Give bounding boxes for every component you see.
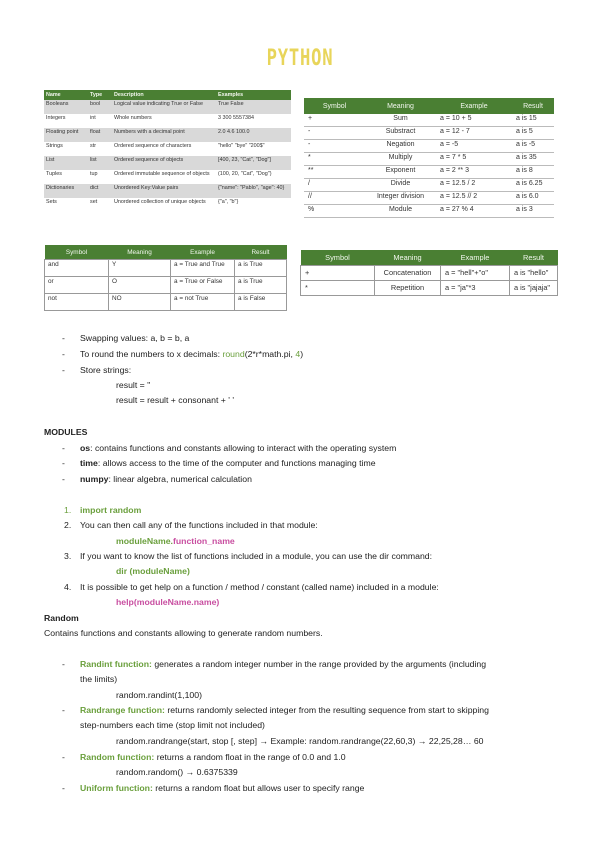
column-header: Symbol <box>304 98 365 114</box>
table-cell: and <box>45 260 109 277</box>
table-header-row <box>44 90 291 100</box>
table-cell: Unordered Key:Value pairs <box>112 184 216 198</box>
boolean-operators-table <box>44 245 287 311</box>
table-cell: True False <box>216 100 291 114</box>
table-cell: a is 15 <box>512 114 554 127</box>
uniform-item <box>80 783 364 794</box>
table-cell: Concatenation <box>375 266 441 281</box>
arithmetic-operators-table <box>304 98 554 218</box>
function-description: generates a random integer number in the range provided by the arguments (including <box>151 659 487 669</box>
table-cell: / <box>304 179 365 192</box>
table-cell: + <box>304 114 365 127</box>
random-heading: Random <box>44 613 79 623</box>
table-cell: Booleans <box>44 100 88 114</box>
table-cell: [400, 23, "Cat", "Dog"] <box>216 156 291 170</box>
table-row <box>45 294 287 311</box>
column-header: Examples <box>216 90 291 100</box>
round-args-close: ) <box>300 349 304 359</box>
table-cell: // <box>304 192 365 205</box>
function-name: Randrange function: <box>80 705 165 715</box>
string-operators-table <box>300 250 558 296</box>
table-cell: Ordered immutable sequence of objects <box>112 170 216 184</box>
function-name: Random function: <box>80 752 155 762</box>
table-cell: Ordered sequence of objects <box>112 156 216 170</box>
table-cell: * <box>301 281 375 296</box>
function-code: random.randint(1,100) <box>116 690 202 700</box>
table-row <box>301 266 558 281</box>
table-cell: a = -5 <box>436 140 512 153</box>
table-row <box>304 114 554 127</box>
tip-swap: - Swapping values: a, b = b, a <box>80 333 189 344</box>
table-cell: a = 12.5 // 2 <box>436 192 512 205</box>
table-row <box>304 179 554 192</box>
tip-round-text: To round the numbers to x decimals: <box>80 349 223 359</box>
table-cell: O <box>109 277 171 294</box>
table-cell: Exponent <box>365 166 436 179</box>
table-cell: a = not True <box>171 294 235 311</box>
store-code-line: result = '' <box>116 380 151 390</box>
table-row <box>44 100 291 114</box>
table-row <box>45 277 287 294</box>
table-row <box>44 114 291 128</box>
table-row <box>44 198 291 212</box>
table-cell: Strings <box>44 142 88 156</box>
table-cell: + <box>301 266 375 281</box>
table-row <box>304 205 554 218</box>
table-cell: a is 8 <box>512 166 554 179</box>
round-function: round <box>222 349 245 359</box>
table-cell: 2.0 4.6 100.0 <box>216 128 291 142</box>
function-code: random.randrange(start, stop [, step] → Example: random.randrange(22,60,3) → 22,25,28… 60 <box>116 736 484 746</box>
column-header: Symbol <box>301 250 375 266</box>
table-cell: Y <box>109 260 171 277</box>
table-cell: "hello" "bye" "200$" <box>216 142 291 156</box>
table-cell: {"name": "Pablo", "age": 40} <box>216 184 291 198</box>
round-digits: 4 <box>295 349 301 359</box>
column-header: Meaning <box>365 98 436 114</box>
column-header: Example <box>441 250 510 266</box>
table-cell: Whole numbers <box>112 114 216 128</box>
step-code <box>116 536 235 547</box>
table-cell: a is 6.25 <box>512 179 554 192</box>
table-cell: * <box>304 153 365 166</box>
table-row <box>304 153 554 166</box>
table-row <box>304 166 554 179</box>
table-row <box>44 128 291 142</box>
table-cell: or <box>45 277 109 294</box>
table-cell: a = "hell"+"o" <box>441 266 510 281</box>
module-item <box>80 443 396 454</box>
column-header: Result <box>510 250 558 266</box>
table-row <box>44 142 291 156</box>
column-header: Symbol <box>45 245 109 260</box>
column-header: Name <box>44 90 88 100</box>
table-cell: Floating point <box>44 128 88 142</box>
function-description: returns randomly selected integer from the resulting sequence from start to skipping <box>164 705 489 715</box>
table-row <box>45 260 287 277</box>
step-text: It is possible to get help on a function / method / constant (called name) included in a module: <box>80 582 439 592</box>
table-row <box>44 156 291 170</box>
modules-heading: MODULES <box>44 427 88 437</box>
column-header: Meaning <box>375 250 441 266</box>
column-header: Example <box>171 245 235 260</box>
step-number: 2. <box>64 520 72 530</box>
module-name: numpy <box>80 474 109 484</box>
random-function-item <box>80 752 346 763</box>
table-cell: int <box>88 114 112 128</box>
step-text: If you want to know the list of functions included in a module, you can use the dir command: <box>80 551 433 561</box>
step-code: help(moduleName.name) <box>116 597 220 607</box>
column-header: Description <box>112 90 216 100</box>
table-cell: a = True or False <box>171 277 235 294</box>
table-cell: a is "jajaja" <box>510 281 558 296</box>
tip-round <box>80 349 303 360</box>
column-header: Meaning <box>109 245 171 260</box>
table-header-row <box>301 250 558 266</box>
module-item <box>80 474 252 485</box>
table-cell: a is 3 <box>512 205 554 218</box>
table-cell: a = 12 - 7 <box>436 127 512 140</box>
randrange-item <box>80 705 489 716</box>
table-cell: Unordered collection of unique objects <box>112 198 216 212</box>
module-name: time <box>80 458 98 468</box>
step-number: 4. <box>64 582 72 592</box>
table-row <box>301 281 558 296</box>
tip-store: - Store strings: <box>80 365 131 376</box>
table-cell: Repetition <box>375 281 441 296</box>
column-header: Result <box>235 245 287 260</box>
table-header-row <box>45 245 287 260</box>
table-cell: not <box>45 294 109 311</box>
page-title: PYTHON <box>266 46 334 71</box>
table-cell: tup <box>88 170 112 184</box>
table-cell: bool <box>88 100 112 114</box>
table-cell: a = 12.5 / 2 <box>436 179 512 192</box>
table-cell: a = 2 ** 3 <box>436 166 512 179</box>
table-cell: - <box>304 140 365 153</box>
table-row <box>44 184 291 198</box>
table-cell: (100, 20, "Cat", "Dog") <box>216 170 291 184</box>
table-cell: list <box>88 156 112 170</box>
table-cell: a = "ja"*3 <box>441 281 510 296</box>
random-intro: Contains functions and constants allowing to generate random numbers. <box>44 628 323 638</box>
function-description: the limits) <box>80 674 118 684</box>
table-cell: Multiply <box>365 153 436 166</box>
table-cell: Numbers with a decimal point <box>112 128 216 142</box>
table-cell: a is -5 <box>512 140 554 153</box>
module-description: : allows access to the time of the computer and functions managing time <box>97 458 376 468</box>
table-header-row <box>304 98 554 114</box>
function-name: Uniform function: <box>80 783 153 793</box>
column-header: Type <box>88 90 112 100</box>
function-name: Randint function: <box>80 659 152 669</box>
table-cell: a is 5 <box>512 127 554 140</box>
table-cell: a = 10 + 5 <box>436 114 512 127</box>
step-text: You can then call any of the functions included in that module: <box>80 520 318 530</box>
store-code-line: result = result + consonant + ' ' <box>116 395 235 405</box>
table-cell: - <box>304 127 365 140</box>
table-cell: a = 7 * 5 <box>436 153 512 166</box>
table-cell: List <box>44 156 88 170</box>
table-cell: {"a", "b"} <box>216 198 291 212</box>
data-types-table <box>44 90 291 212</box>
table-cell: Tuples <box>44 170 88 184</box>
function-description: returns a random float but allows user to specify range <box>152 783 365 793</box>
table-cell: float <box>88 128 112 142</box>
table-cell: Integer division <box>365 192 436 205</box>
table-cell: a = 27 % 4 <box>436 205 512 218</box>
step-number: 1. <box>64 505 72 515</box>
function-code: random.random() → 0.6375339 <box>116 767 238 777</box>
table-cell: Integers <box>44 114 88 128</box>
step-code: dir (moduleName) <box>116 566 190 576</box>
code-function: function_name <box>172 536 235 546</box>
table-cell: NO <box>109 294 171 311</box>
table-cell: Ordered sequence of characters <box>112 142 216 156</box>
table-cell: str <box>88 142 112 156</box>
function-description: returns a random float in the range of 0.0 and 1.0 <box>154 752 346 762</box>
table-cell: dict <box>88 184 112 198</box>
table-cell: 3 300 5557384 <box>216 114 291 128</box>
table-cell: ** <box>304 166 365 179</box>
column-header: Result <box>512 98 554 114</box>
table-cell: Logical value indicating True or False <box>112 100 216 114</box>
table-cell: % <box>304 205 365 218</box>
table-cell: Module <box>365 205 436 218</box>
round-args: (2*r*math.pi, <box>244 349 296 359</box>
table-row <box>304 140 554 153</box>
module-description: : linear algebra, numerical calculation <box>108 474 252 484</box>
table-row <box>304 192 554 205</box>
table-cell: a is True <box>235 260 287 277</box>
module-item <box>80 458 376 469</box>
code-module: moduleName. <box>116 536 173 546</box>
module-description: : contains functions and constants allowing to interact with the operating system <box>90 443 397 453</box>
table-cell: a is 35 <box>512 153 554 166</box>
column-header: Example <box>436 98 512 114</box>
step-number: 3. <box>64 551 72 561</box>
table-cell: a = True and True <box>171 260 235 277</box>
table-cell: set <box>88 198 112 212</box>
table-cell: Dictionaries <box>44 184 88 198</box>
table-cell: Sets <box>44 198 88 212</box>
step-import: import random <box>80 505 142 515</box>
table-cell: Substract <box>365 127 436 140</box>
table-cell: Divide <box>365 179 436 192</box>
table-row <box>44 170 291 184</box>
table-cell: a is True <box>235 277 287 294</box>
table-cell: a is 6.0 <box>512 192 554 205</box>
randint-item <box>80 659 486 670</box>
table-cell: Negation <box>365 140 436 153</box>
function-description: step-numbers each time (stop limit not included) <box>80 720 265 730</box>
table-cell: a is "hello" <box>510 266 558 281</box>
table-cell: a is False <box>235 294 287 311</box>
module-name: os <box>80 443 91 453</box>
table-cell: Sum <box>365 114 436 127</box>
table-row <box>304 127 554 140</box>
